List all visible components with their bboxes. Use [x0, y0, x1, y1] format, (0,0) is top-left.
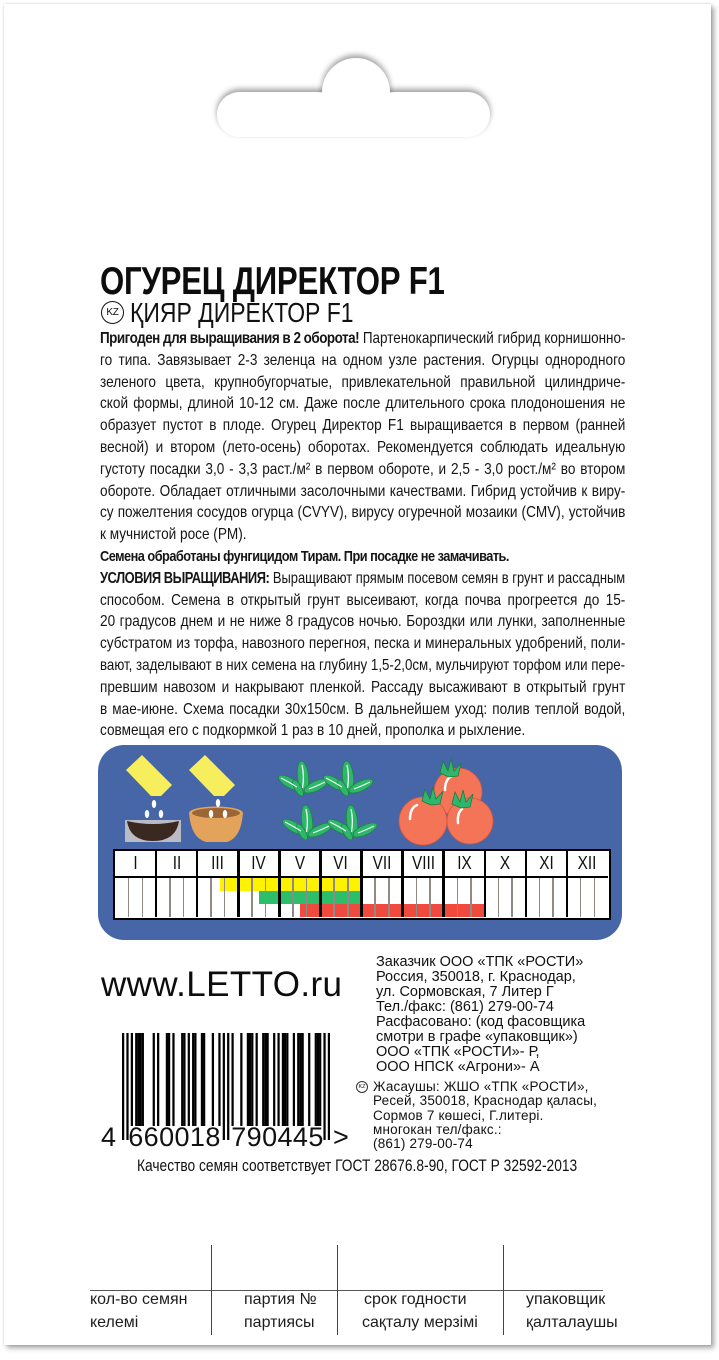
- barcode-bar: [249, 1033, 251, 1126]
- conditions-line: вают, заделывают в них семена на глубину 1,5-2,0см, мульчируют торфом или пере-: [100, 656, 626, 674]
- barcode-bar: [137, 1033, 139, 1126]
- calendar-month-label: V: [294, 853, 305, 873]
- calendar-decade-divider: [142, 878, 144, 917]
- batch-number-label: партия №: [244, 1291, 317, 1308]
- barcode-bar: [166, 1033, 168, 1126]
- barcode-bar: [262, 1033, 264, 1126]
- barcode-bar: [302, 1033, 304, 1126]
- contact-line: ул. Сормовская, 7 Литер Г: [376, 984, 554, 1000]
- calendar-decade-divider: [128, 878, 130, 917]
- sowing-calendar: [113, 849, 611, 920]
- calendar-month-10: [485, 851, 526, 876]
- customer-contacts: [376, 955, 585, 1075]
- calendar-month-divider: [155, 851, 158, 876]
- description-line: зеленого цвета, крупнобугорчатые, привлекательной правильной цилиндриче-: [100, 373, 626, 391]
- calendar-month-divider: [566, 878, 569, 917]
- calendar-decade-divider: [470, 878, 472, 917]
- calendar-month-divider: [278, 878, 281, 917]
- barcode-bar: [183, 1033, 185, 1126]
- calendar-month-label: IX: [456, 853, 472, 873]
- batch-number-label-kz: партиясы: [244, 1314, 315, 1331]
- seedling-icon: [280, 805, 333, 842]
- conditions-line: способом. Семена в открытый грунт высеивают, когда почва прогреется до 15-: [100, 591, 626, 609]
- calendar-month-divider: [442, 851, 445, 876]
- calendar-month-label: VIII: [411, 853, 435, 873]
- conditions-line-text: Выращивают прямым посевом семян в грунт и рассадным: [272, 569, 626, 587]
- calendar-decade-divider: [265, 878, 267, 917]
- barcode-guard-bar: [223, 1033, 225, 1140]
- description-line: су пожелтения сосудов огурца (CVYV), вирусу огуречной мозаики (CMV), устойчив: [100, 504, 626, 522]
- calendar-month-divider: [401, 851, 404, 876]
- calendar-decade-divider: [210, 878, 212, 917]
- calendar-decade-divider: [388, 878, 390, 917]
- calendar-month-divider: [196, 851, 199, 876]
- calendar-decade-divider: [539, 878, 541, 917]
- calendar-month-label: VII: [372, 853, 392, 873]
- calendar-month-1: [115, 851, 156, 876]
- calendar-month-label: VI: [333, 853, 349, 873]
- manufacturer-contacts-kz: [373, 1080, 597, 1151]
- barcode-bar: [267, 1033, 269, 1126]
- treatment-note: Семена обработаны фунгицидом Тирам. При посадке не замачивать.: [100, 547, 509, 565]
- description-line: [100, 328, 626, 350]
- form-column-divider: [211, 1245, 212, 1335]
- barcode-bar: [282, 1033, 284, 1126]
- barcode-guard-bar: [227, 1033, 229, 1140]
- barcode-bar: [284, 1033, 286, 1126]
- calendar-month-divider: [237, 851, 240, 876]
- barcode-lead-digit: 4: [101, 1122, 117, 1152]
- conditions-line: в мае-июне. Схема посадки 30х150см. В дальнейшем уход: полив теплой водой,: [100, 700, 626, 718]
- calendar-decade-divider: [306, 878, 308, 917]
- calendar-month-2: [156, 851, 197, 876]
- barcode-bar: [168, 1033, 170, 1126]
- seed-count-label: кол-во семян: [90, 1291, 188, 1308]
- description-line: го типа. Завязывает 2-3 зеленца на одном узле растения. Огурцы однородного: [100, 351, 626, 369]
- conditions-line: 20 градусов днем и не ниже 8 градусов ночью. Бороздки или лунки, заполненные: [100, 613, 626, 631]
- calendar-decade-divider: [416, 878, 418, 917]
- contact-line: ООО «ТПК «РОСТИ»- Р,: [376, 1044, 540, 1060]
- calyx-icon: [440, 759, 461, 777]
- contact-line: Тел./факс: (861) 279-00-74: [376, 999, 554, 1015]
- calendar-month-3: [197, 851, 238, 876]
- contact-kz-line: Сормов 7 көшесі, Г.литері.: [373, 1107, 544, 1123]
- contact-kz-line: (861) 279-00-74: [373, 1136, 473, 1152]
- calendar-month-label: X: [500, 853, 511, 873]
- calendar-decade-divider: [224, 878, 226, 917]
- calendar-decade-divider: [511, 878, 513, 917]
- seed-packet-pot-icon: [189, 755, 243, 842]
- calendar-decade-divider: [498, 878, 500, 917]
- calendar-month-8: [403, 851, 444, 876]
- barcode-bar: [308, 1033, 310, 1126]
- calendar-month-divider: [360, 878, 363, 917]
- calendar-month-divider: [319, 851, 322, 876]
- barcode-bar: [135, 1033, 137, 1126]
- contact-line: Расфасовано: (код фасовщика: [376, 1014, 586, 1030]
- barcode-bar: [273, 1033, 275, 1126]
- barcode-bar: [240, 1033, 242, 1126]
- seed-packet-soil-icon: [125, 755, 181, 842]
- description-line: густоту посадки 3,0 - 3,3 раст./м² в первом обороте, и 2,5 - 3,0 рост./м² во втором: [100, 460, 626, 478]
- barcode-bar: [194, 1033, 196, 1126]
- calendar-decade-divider: [169, 878, 171, 917]
- calendar-month-label: IV: [251, 853, 267, 873]
- seedling-icon: [276, 761, 329, 798]
- barcode-bar: [293, 1033, 295, 1126]
- packer-label-kz: қалталаушы: [526, 1314, 618, 1331]
- barcode-bar: [251, 1033, 253, 1126]
- barcode-bar: [218, 1033, 220, 1126]
- calendar-decade-divider: [374, 878, 376, 917]
- barcode-bar: [157, 1033, 159, 1126]
- calendar-month-divider: [566, 851, 569, 876]
- conditions-line: совмещая его с подкормкой 1 раз в 10 дней, прополка и рыхление.: [100, 722, 526, 740]
- barcode-bar: [172, 1033, 174, 1126]
- conditions-heading: УСЛОВИЯ ВЫРАЩИВАНИЯ:: [100, 569, 270, 587]
- calendar-month-divider: [319, 878, 322, 917]
- barcode-bar: [131, 1033, 133, 1126]
- seedlings-icon: [276, 761, 378, 842]
- barcode-bar: [192, 1033, 194, 1126]
- website-url: www.LETTO.ru: [101, 965, 343, 1004]
- barcode-bar: [317, 1033, 319, 1126]
- barcode-bar: [256, 1033, 258, 1126]
- description-line: обороте. Обладает отличными засолочными качествами. Гибрид устойчив к виру-: [100, 482, 626, 500]
- calendar-month-9: [444, 851, 485, 876]
- calendar-month-5: [279, 851, 320, 876]
- calendar-month-divider: [360, 851, 363, 876]
- packer-label: упаковщик: [526, 1291, 606, 1308]
- seedling-icon: [321, 761, 374, 798]
- barcode-bar: [153, 1033, 155, 1126]
- barcode-bar: [188, 1033, 190, 1126]
- calendar-decade-divider: [552, 878, 554, 917]
- barcode-bar: [201, 1033, 203, 1126]
- calendar-month-divider: [484, 878, 487, 917]
- calendar-month-divider: [401, 878, 404, 917]
- calendar-icons: [98, 745, 622, 849]
- calendar-month-divider: [484, 851, 487, 876]
- form-column-divider: [503, 1245, 504, 1335]
- kz-language-badge-small: KZ: [356, 1081, 368, 1093]
- barcode-bar: [277, 1033, 279, 1126]
- barcode-bar: [315, 1033, 317, 1126]
- calendar-month-divider: [237, 878, 240, 917]
- calendar-decade-divider: [183, 878, 185, 917]
- conditions-line: субстратом из торфа, навозного перегноя, песка и минеральных удобрений, поли-: [100, 635, 626, 653]
- description-line: к мучнистой росе (PM).: [100, 526, 247, 544]
- calendar-month-divider: [155, 878, 158, 917]
- barcode-bar: [142, 1033, 144, 1126]
- calendar-month-label: III: [211, 853, 225, 873]
- barcode-bar: [319, 1033, 321, 1126]
- contact-line: Россия, 350018, г. Краснодар,: [376, 969, 576, 985]
- barcode-bar: [203, 1033, 205, 1126]
- barcode-guard-bar: [122, 1033, 124, 1140]
- barcode-bar: [212, 1033, 214, 1126]
- expiry-date-label: срок годности: [364, 1291, 467, 1308]
- calendar-period-bar-1: [220, 878, 362, 891]
- barcode-guard-bar: [328, 1033, 330, 1140]
- calendar-decade-divider: [251, 878, 253, 917]
- calendar-decade-divider: [292, 878, 294, 917]
- calendar-month-divider: [278, 851, 281, 876]
- barcode-bar: [264, 1033, 266, 1126]
- barcode-bar: [286, 1033, 288, 1126]
- conditions-line: превшим навозом и накрывают пленкой. Рассаду высаживают в открытый грунт: [100, 678, 626, 696]
- calendar-decade-divider: [457, 878, 459, 917]
- product-title: ОГУРЕЦ ДИРЕКТОР F1: [100, 260, 445, 303]
- seedling-icon: [325, 805, 378, 842]
- quality-standard-note: Качество семян соответствует ГОСТ 28676.8-90, ГОСТ Р 32592-2013: [137, 1156, 578, 1175]
- contact-kz-line: Ресей, 350018, Краснодар қаласы,: [373, 1093, 598, 1109]
- description-line: весной) и втором (лето-осень) оборотах. Рекомендуется соблюдать идеальную: [100, 438, 626, 456]
- barcode-quiet-zone-marker: >: [333, 1122, 349, 1152]
- barcode-bar: [247, 1033, 249, 1126]
- calendar-month-label: XII: [578, 853, 597, 873]
- expiry-date-label-kz: сақталу мерзімі: [362, 1314, 478, 1331]
- barcode-bar: [181, 1033, 183, 1126]
- hang-hole-fill: [316, 93, 396, 105]
- barcode-bar: [231, 1033, 233, 1126]
- barcode-bar: [297, 1033, 299, 1126]
- form-column-divider: [337, 1245, 338, 1335]
- barcode-bar: [140, 1033, 142, 1126]
- calendar-decade-divider: [580, 878, 582, 917]
- barcode-right-digits: 790445: [231, 1122, 324, 1152]
- calendar-decade-divider: [594, 878, 596, 917]
- calendar-decade-divider: [429, 878, 431, 917]
- calendar-month-7: [362, 851, 403, 876]
- contact-kz-line: многокан тел/факс.:: [373, 1121, 502, 1137]
- calendar-months-row: [115, 851, 608, 878]
- contact-kz-line: Жасаушы: ЖШО «ТПК «РОСТИ»,: [373, 1079, 589, 1094]
- calendar-month-6: [320, 851, 361, 876]
- contact-line: Заказчик ООО «ТПК «РОСТИ»: [376, 954, 584, 970]
- description-lead: Пригоден для выращивания в 2 оборота!: [100, 330, 360, 347]
- calendar-month-4: [238, 851, 279, 876]
- kz-language-badge: KZ: [101, 301, 124, 324]
- conditions-line: [100, 568, 626, 590]
- description-text: [100, 328, 625, 742]
- seed-count-label-kz: келемі: [90, 1314, 139, 1331]
- calendar-decade-divider: [347, 878, 349, 917]
- calendar-month-label: XI: [539, 853, 554, 873]
- calendar-month-divider: [196, 878, 199, 917]
- barcode-bar: [299, 1033, 301, 1126]
- product-title-kz: ҚИЯР ДИРЕКТОР F1: [130, 297, 354, 328]
- description-line: образует пустот в плоде. Огурец Директор F1 выращивается в первом (ранней: [100, 417, 626, 435]
- calendar-decade-divider: [333, 878, 335, 917]
- calendar-month-label: II: [172, 853, 181, 873]
- description-line-text: Партенокарпический гибрид корнишонно-: [362, 330, 626, 347]
- tomatoes-icon: [399, 759, 493, 845]
- calendar-month-divider: [525, 851, 528, 876]
- contact-line: смотри в графе «упаковщик»): [376, 1029, 578, 1045]
- calendar-month-divider: [442, 878, 445, 917]
- contact-line: ООО НПСК «Агрони»- А: [376, 1059, 540, 1075]
- calendar-month-12: [567, 851, 608, 876]
- description-line: ской формы, длиной 10-12 см. Даже после длительного срока плодоношения не: [100, 395, 626, 413]
- calendar-month-11: [526, 851, 567, 876]
- calendar-month-label: I: [133, 853, 138, 873]
- calendar-month-divider: [525, 878, 528, 917]
- calendar-periods-row: [115, 878, 608, 917]
- barcode-left-digits: 660018: [128, 1122, 221, 1152]
